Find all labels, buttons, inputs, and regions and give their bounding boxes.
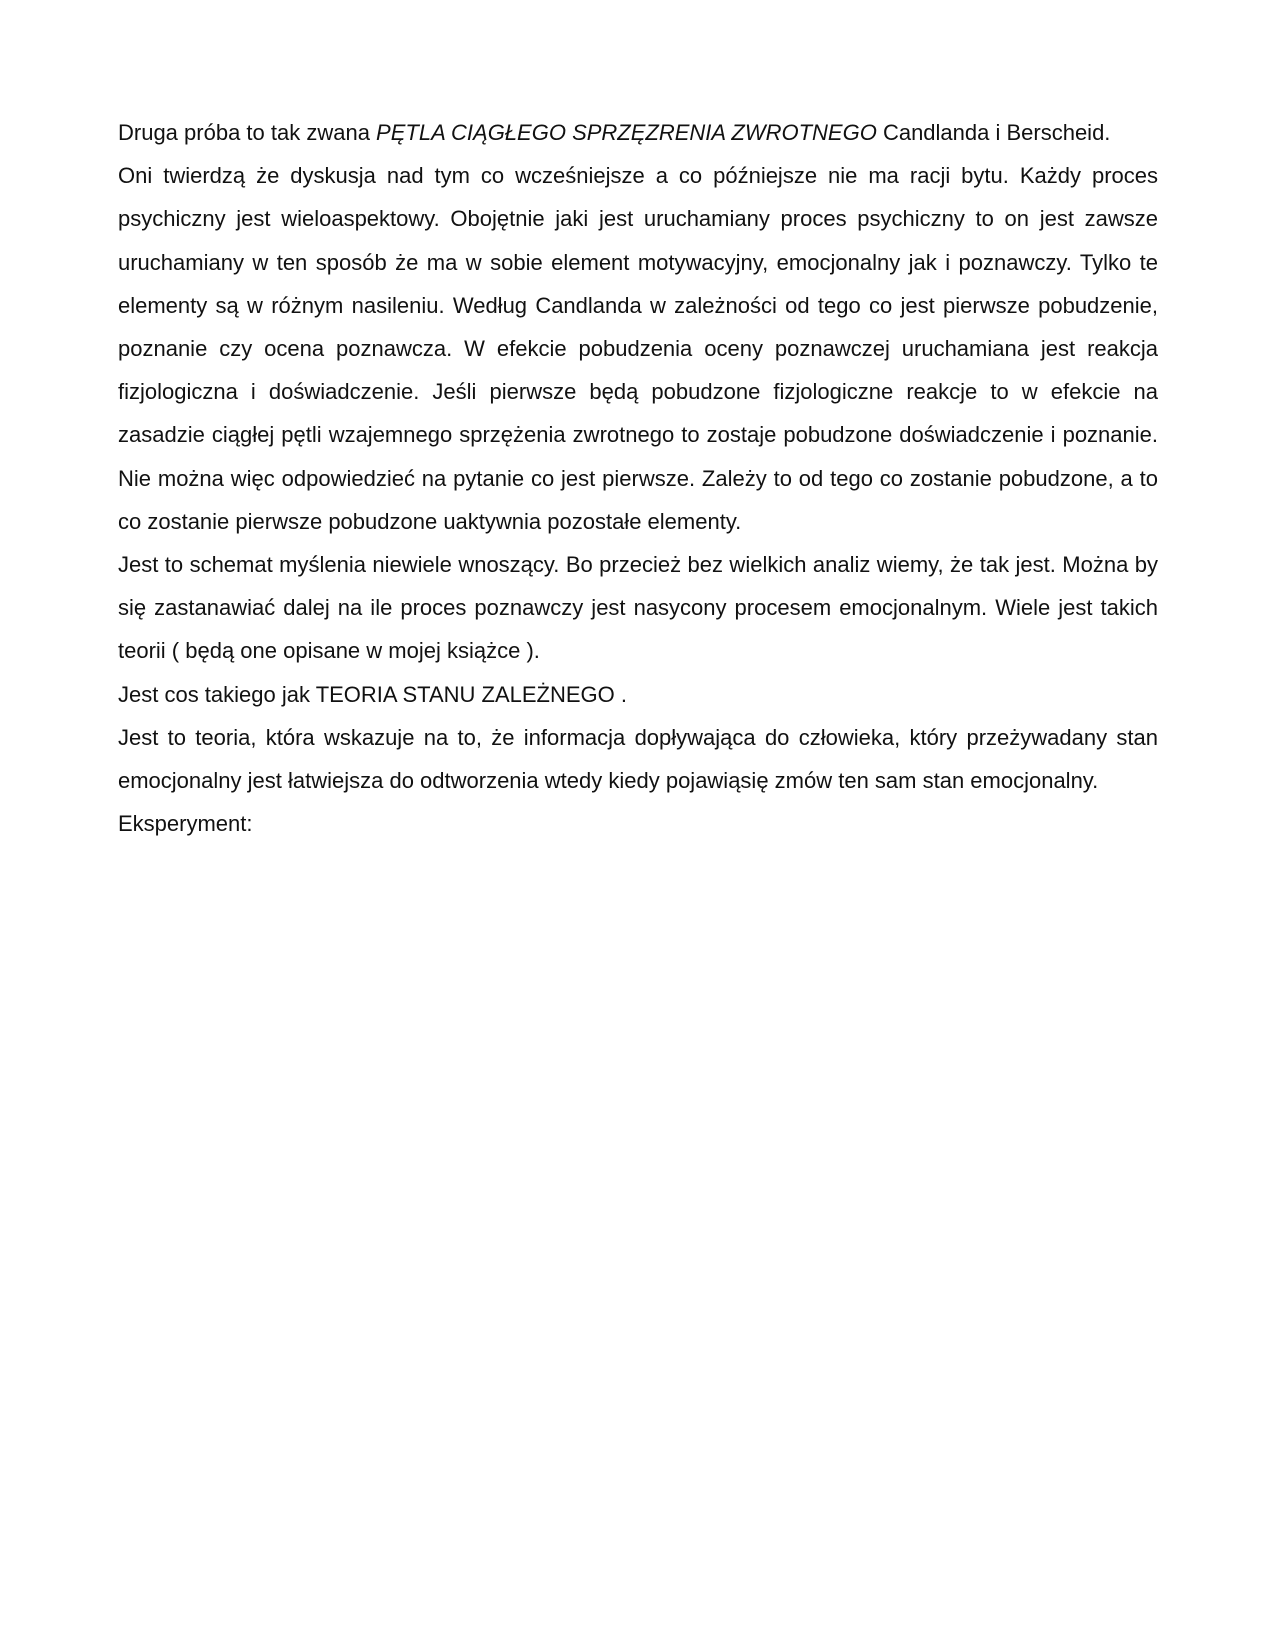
paragraph-state-dependent: Jest cos takiego jak TEORIA STANU ZALEŻNEGO . (118, 681, 628, 707)
paragraph-experiment-label: Eksperyment: (118, 811, 253, 837)
paragraph-commentary: Jest to schemat myślenia niewiele wnoszący. Bo przecież bez wielkich analiz wiemy, że tak jest. Można by się zastanawiać dalej na ile proces poznawczy jest nasycony procesem emocjonalnym. Wiele jest takich teorii ( będą one opisane w mojej książce ). (118, 552, 1158, 664)
paragraph-theory: Oni twierdzą że dyskusja nad tym co wcześniejsze a co późniejsze nie ma racji bytu. Każdy proces psychiczny jest wieloaspektowy. Obojętnie jaki jest uruchamiany proces psychiczny to on jest zawsze uruchamiany w ten sposób że ma w sobie element motywacyjny, emocjonalny jak i poznawczy. Tylko te elementy są w różnym nasileniu. Według Candlanda w zależności od tego co jest pierwsze pobudzenie, poznanie czy ocena poznawcza. W efekcie pobudzenia oceny poznawczej uruchamiana jest reakcja fizjologiczna i doświadczenie. Jeśli pierwsze będą pobudzone fizjologiczne reakcje to w efekcie na zasadzie ciągłej pętli wzajemnego sprzężenia zwrotnego to zostaje pobudzone doświadczenie i poznanie. Nie można więc odpowiedzieć na pytanie co jest pierwsze. Zależy to od tego co zostanie pobudzone, a to co zostanie pierwsze pobudzone uaktywnia pozostałe elementy. (118, 163, 1158, 534)
paragraph-intro-tail: Candlanda i Berscheid. (876, 120, 1111, 145)
paragraph-definition: Jest to teoria, która wskazuje na to, że informacja dopływająca do człowieka, który przeżywadany stan emocjonalny jest łatwiejsza do odtworzenia wtedy kiedy pojawiąsię zmów ten sam stan emocjonalny. (118, 724, 1158, 794)
italic-term: PĘTLA CIĄGŁEGO SPRZĘZRENIA ZWROTNEGO (376, 120, 877, 145)
paragraph-intro (118, 111, 1158, 154)
paragraph-intro-text: Druga próba to tak zwana (118, 120, 377, 145)
document-body (118, 111, 1158, 845)
